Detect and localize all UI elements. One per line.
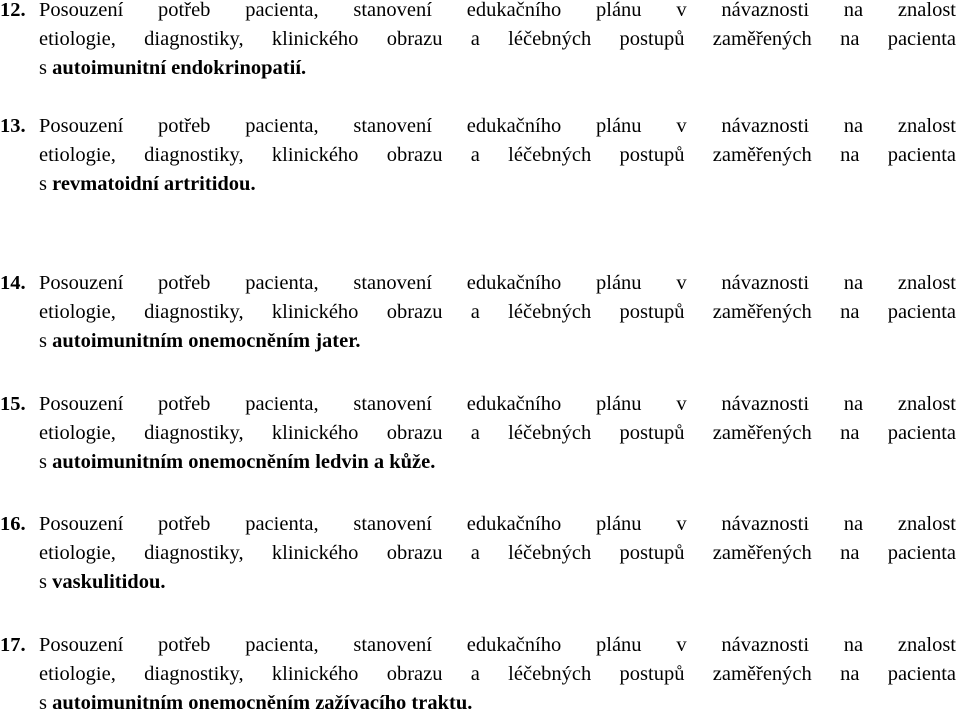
- item-line-2: [0, 660, 956, 689]
- item-text-line-2: etiologie, diagnostiky, klinického obrazu a léčebných postupů zaměřených na pacienta: [39, 422, 956, 444]
- item-line-1: [0, 510, 956, 539]
- item-emphasis: vaskulitidou.: [52, 571, 166, 593]
- item-number: 13.: [0, 115, 26, 137]
- list-item-13: [0, 112, 956, 199]
- item-text-line-1: Posouzení potřeb pacienta, stanovení edukačního plánu v návaznosti na znalost: [39, 272, 956, 294]
- item-number: 14.: [0, 272, 26, 294]
- list-item-14: [0, 269, 956, 356]
- list-item-12: [0, 0, 956, 83]
- item-line-2: [0, 539, 956, 568]
- item-text-line-2: etiologie, diagnostiky, klinického obrazu a léčebných postupů zaměřených na pacienta: [39, 542, 956, 564]
- item-text-line-1: Posouzení potřeb pacienta, stanovení edukačního plánu v návaznosti na znalost: [39, 115, 956, 137]
- item-emphasis: autoimunitní endokrinopatií.: [52, 57, 307, 79]
- item-line-1: [0, 0, 956, 25]
- item-text-line-2: etiologie, diagnostiky, klinického obrazu a léčebných postupů zaměřených na pacienta: [39, 663, 956, 685]
- item-prefix: s: [39, 57, 53, 79]
- item-prefix: s: [39, 173, 53, 195]
- item-number: 16.: [0, 513, 26, 535]
- item-line-3: [0, 327, 956, 356]
- item-emphasis: revmatoidní artritidou.: [52, 173, 256, 195]
- item-line-1: [0, 269, 956, 298]
- item-text-line-2: etiologie, diagnostiky, klinického obrazu a léčebných postupů zaměřených na pacienta: [39, 28, 956, 50]
- item-line-3: [0, 448, 956, 477]
- item-emphasis: autoimunitním onemocněním jater.: [52, 330, 361, 352]
- item-number: 12.: [0, 0, 26, 21]
- item-text-line-1: Posouzení potřeb pacienta, stanovení edukačního plánu v návaznosti na znalost: [39, 393, 956, 415]
- item-line-3: [0, 568, 956, 597]
- item-text-line-2: etiologie, diagnostiky, klinického obrazu a léčebných postupů zaměřených na pacienta: [39, 144, 956, 166]
- item-prefix: s: [39, 692, 53, 714]
- item-text-line-2: etiologie, diagnostiky, klinického obrazu a léčebných postupů zaměřených na pacienta: [39, 301, 956, 323]
- item-line-2: [0, 298, 956, 327]
- item-line-2: [0, 141, 956, 170]
- item-line-3: [0, 54, 956, 83]
- item-text-line-1: Posouzení potřeb pacienta, stanovení edukačního plánu v návaznosti na znalost: [39, 634, 956, 656]
- item-line-3: [0, 689, 956, 718]
- item-prefix: s: [39, 330, 53, 352]
- item-prefix: s: [39, 571, 53, 593]
- item-line-3: [0, 170, 956, 199]
- item-emphasis: autoimunitním onemocněním zažívacího traktu.: [52, 692, 473, 714]
- item-number: 17.: [0, 634, 26, 656]
- item-line-1: [0, 390, 956, 419]
- item-prefix: s: [39, 451, 53, 473]
- item-line-1: [0, 112, 956, 141]
- item-text-line-1: Posouzení potřeb pacienta, stanovení edukačního plánu v návaznosti na znalost: [39, 513, 956, 535]
- item-line-1: [0, 631, 956, 660]
- list-item-15: [0, 390, 956, 477]
- list-item-16: [0, 510, 956, 597]
- item-text-line-1: Posouzení potřeb pacienta, stanovení edukačního plánu v návaznosti na znalost: [39, 0, 956, 21]
- item-line-2: [0, 419, 956, 448]
- item-number: 15.: [0, 393, 26, 415]
- item-line-2: [0, 25, 956, 54]
- item-emphasis: autoimunitním onemocněním ledvin a kůže.: [52, 451, 436, 473]
- list-item-17: [0, 631, 956, 718]
